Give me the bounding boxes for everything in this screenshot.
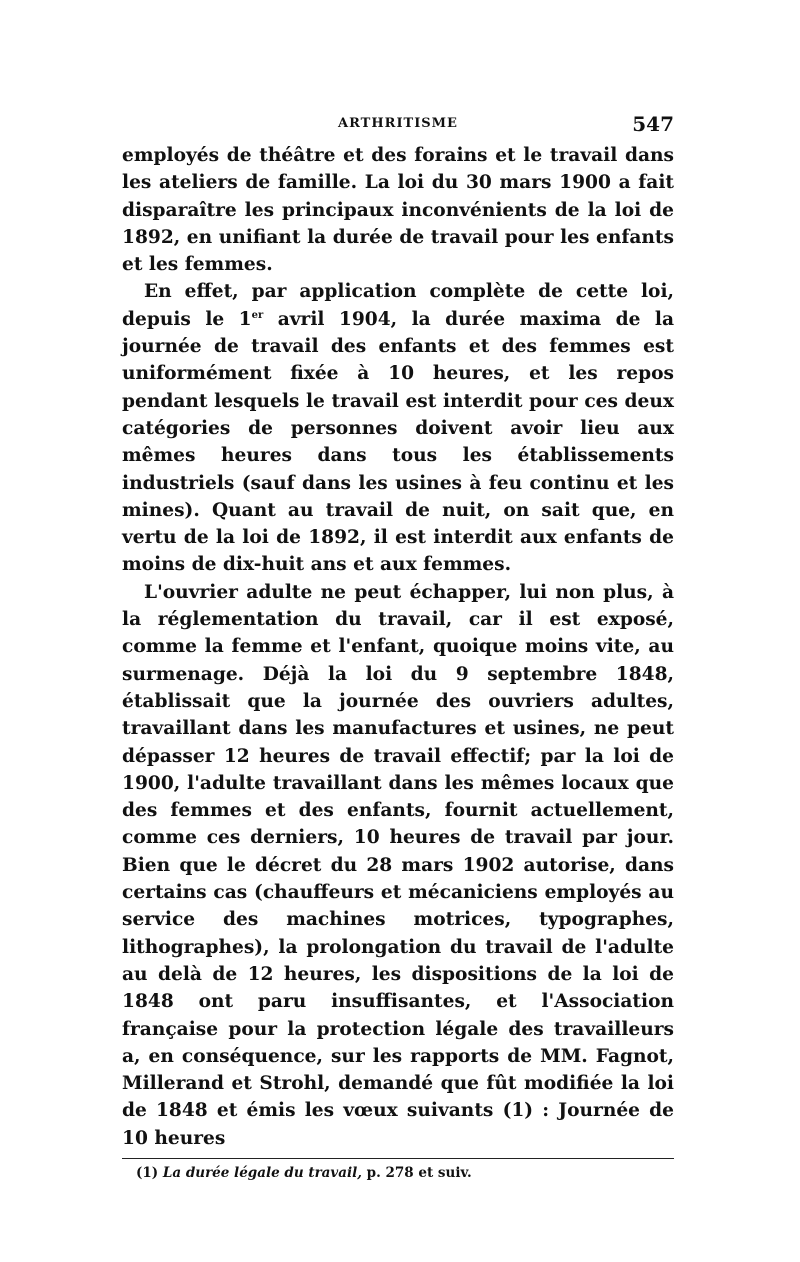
- footnote-reference: (1): [502, 1100, 534, 1122]
- page-number: 547: [632, 112, 674, 136]
- footnote: [122, 1165, 674, 1181]
- footnote-rule: [122, 1158, 674, 1159]
- paragraph-3-text: L'ouvrier adulte ne peut échapper, lui non plus, à la réglementation du travail, car il est exposé, comme la femme et l'enfant, quoique moins vite, au surmenage. Déjà la loi du 9 septembre 1848, établissait que la journée des ouvriers adultes, travaillant dans les manufactures et usines, ne peut dépasser 12 heures de travail effectif; par la loi de 1900, l'adulte travaillant dans les mêmes locaux que des femmes et des enfants, fournit actuellement, comme ces derniers, 10 heures de travail par jour. Bien que le décret du 28 mars 1902 autorise, dans certains cas (chauffeurs et mécaniciens employés au service des machines motrices, typographes, lithographes), la prolongation du travail de l'adulte au delà de 12 heures, les dispositions de la loi de 1848 ont paru insuffisantes, et l'Association française pour la protection légale des travailleurs a, en conséquence, sur les rapports de MM. Fagnot, Millerand et Strohl, demandé que fût modifiée la loi de 1848 et émis les vœux suivants: [122, 581, 674, 1122]
- footnote-number: (1): [136, 1164, 159, 1181]
- paragraph-3: [122, 579, 674, 1152]
- paragraph-2-lead: En effet, par application complète de cette loi, depuis le 1: [122, 281, 674, 330]
- paragraph-3-tail: : Journée de 10 heures: [122, 1100, 674, 1149]
- body-text: [122, 142, 674, 1152]
- running-title: ARTHRITISME: [338, 116, 458, 131]
- paragraph-2-text: avril 1904, la durée maxima de la journée de travail des enfants et des femmes est uniformément fixée à 10 heures, et les repos pendant lesquels le travail est interdit pour ces deux catégories de personnes doivent avoir lieu aux mêmes heures dans tous les établissements industriels (sauf dans les usines à feu continu et les mines). Quant au travail de nuit, on sait que, en vertu de la loi de 1892, il est interdit aux enfants de moins de dix-huit ans et aux femmes.: [122, 308, 674, 576]
- superscript-er: er: [251, 309, 264, 321]
- footnote-title: La durée légale du travail,: [162, 1164, 362, 1181]
- paragraph-2: [122, 278, 674, 578]
- paragraph-1: employés de théâtre et des forains et le travail dans les ateliers de famille. La loi du 30 mars 1900 a fait disparaître les principaux inconvénients de la loi de 1892, en unifiant la durée de travail pour les enfants et les femmes.: [122, 145, 674, 276]
- footnote-rest: p. 278 et suiv.: [361, 1164, 472, 1181]
- book-page: [122, 112, 674, 1181]
- page-header: [122, 112, 674, 142]
